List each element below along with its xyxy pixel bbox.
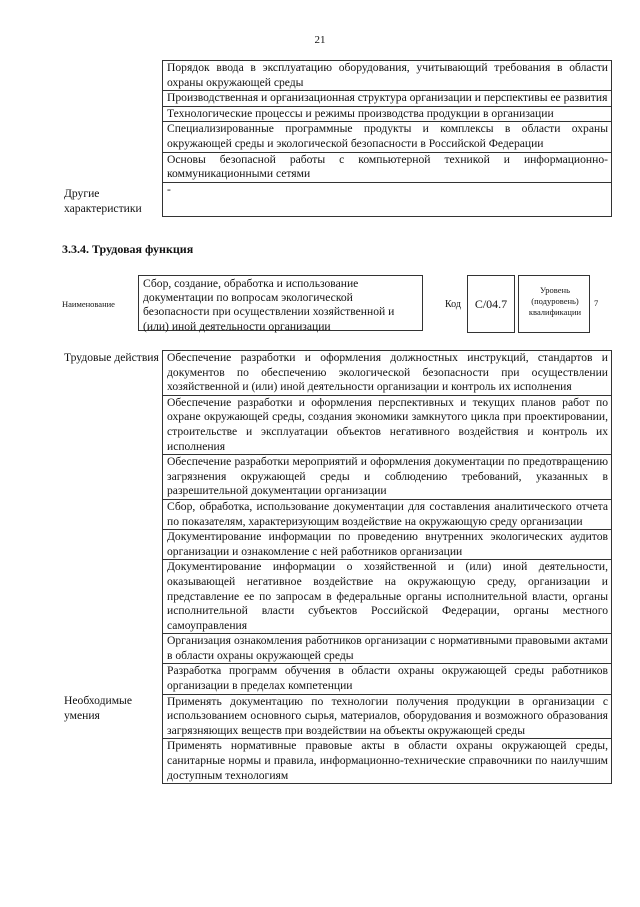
labor-action-item: Обеспечение разработки мероприятий и оформления документации по предотвращению загрязнения окружающей среды и соблюдению требований, указанных в разрешительной документации организации	[163, 455, 612, 500]
function-name: Сбор, создание, обработка и использование документации по вопросам экологической безопасности при осуществлении хозяйственной и (или) иной деятельности организации	[138, 275, 423, 331]
required-skills-label: Необходимые умения	[64, 694, 132, 722]
function-header	[62, 275, 612, 337]
knowledge-item: Основы безопасной работы с компьютерной техникой и информационно-коммуникационными сетями	[163, 152, 612, 182]
knowledge-item: Технологические процессы и режимы производства продукции в организации	[163, 106, 612, 122]
knowledge-item: Порядок ввода в эксплуатацию оборудования, учитывающий требования в области охраны окружающей среды	[163, 61, 612, 91]
page-number: 21	[314, 34, 326, 46]
skill-item: Применять документацию по технологии получения продукции в организации с использованием основного сырья, материалов, оборудования и возможного образования загрязняющих веществ при воздействии на объекты окружающей среды	[163, 694, 612, 739]
knowledge-table	[62, 60, 612, 217]
knowledge-item: Специализированные программные продукты и комплексы в области охраны окружающей среды и экологической безопасности в Российской Федерации	[163, 122, 612, 152]
actions-skills-table	[62, 350, 612, 784]
section-title: 3.3.4. Трудовая функция	[62, 242, 194, 256]
skill-item: Применять нормативные правовые акты в области охраны окружающей среды, санитарные нормы и правила, информационно-технические справочники по наилучшим доступным технологиям	[163, 739, 612, 784]
labor-action-item: Документирование информации о хозяйственной и (или) иной деятельности, оказывающей негативное воздействие на окружающую среду, организации и представление ее по запросам в федеральные органы исполнительной власти, органы исполнительной власти субъектов Российской Федерации, органы местного самоуправления	[163, 560, 612, 634]
labor-action-item: Сбор, обработка, использование документации для составления аналитического отчета по показателям, характеризующим воздействие на окружающую среду организации	[163, 499, 612, 529]
labor-action-item: Документирование информации по проведению внутренних экологических аудитов организации и ознакомление с ней работников организации	[163, 530, 612, 560]
labor-action-item: Обеспечение разработки и оформления перспективных и текущих планов работ по охране окружающей среды, создания экономики замкнутого цикла при проектировании, строительстве и эксплуатации объектов негативного воздействия и контроль их исполнения	[163, 395, 612, 454]
labor-action-item: Обеспечение разработки и оформления должностных инструкций, стандартов и документов по обеспечению экологической безопасности при осуществлении хозяйственной и (или) иной деятельности организации и контроль их исполнения	[163, 351, 612, 396]
code-caption: Код	[445, 299, 461, 310]
function-code: C/04.7	[467, 275, 515, 333]
labor-action-item: Разработка программ обучения в области охраны окружающей среды работников организации в пределах компетенции	[163, 664, 612, 694]
level-caption: Уровень (подуровень) квалификации	[528, 285, 582, 317]
name-caption: Наименование	[62, 299, 115, 309]
other-characteristics-label: Другие характеристики	[64, 187, 142, 215]
other-characteristics-value: -	[163, 182, 612, 216]
labor-actions-label: Трудовые действия	[64, 350, 159, 364]
labor-action-item: Организация ознакомления работников организации с нормативными правовыми актами в области охраны окружающей среды	[163, 634, 612, 664]
level-value: 7	[594, 298, 599, 308]
knowledge-item: Производственная и организационная структура организации и перспективы ее развития	[163, 91, 612, 107]
